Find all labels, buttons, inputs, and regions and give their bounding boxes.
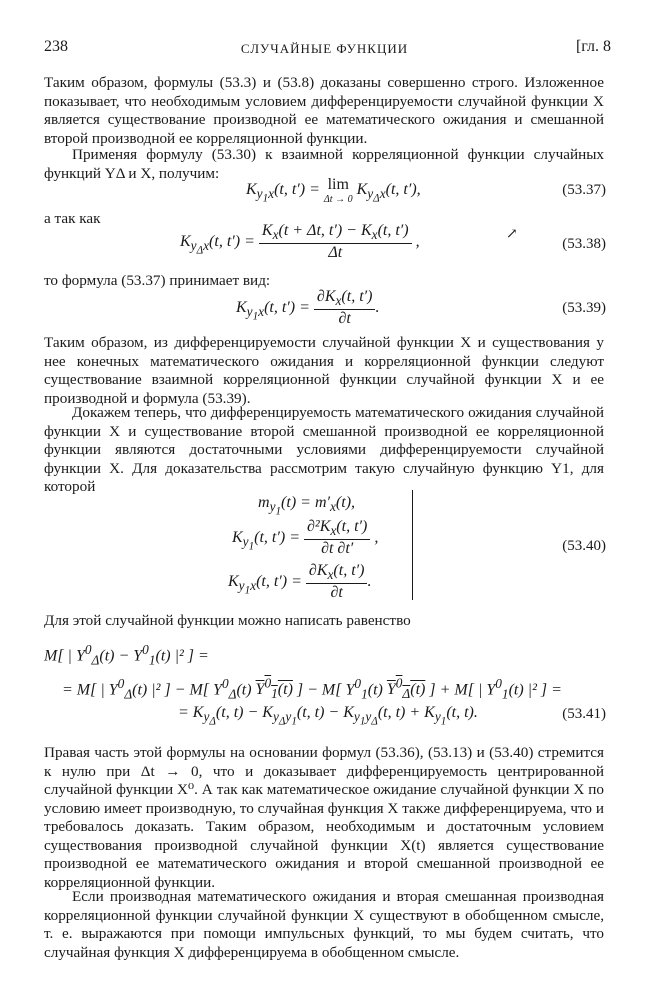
equation-53-40-line-3: $K_{y_1x}(t$, t′) = $\frac{\partial K_x(t, t')}{\partial t}$ .	[228, 562, 372, 602]
equation-53-41-line-1: M[ | $Y^0_\Delta(t) - Y^0_1(t)$ |² ] =	[44, 642, 209, 668]
paragraph-3: а так как	[44, 210, 101, 227]
stray-mark: ↗	[506, 227, 518, 242]
running-title: СЛУЧАЙНЫЕ ФУНКЦИИ	[240, 41, 409, 56]
right-brace	[412, 490, 427, 600]
paragraph-7: Для этой случайной функции можно написать равенство	[44, 612, 411, 629]
equation-53-41-line-3: = $K_{y_\Delta}(t$, $t) - K_{y_\Delta y_1}(t$, $t) - K_{y_1y_\Delta}(t$, $t) + K_{y_1}(t$, t).	[178, 704, 478, 728]
paragraph-2: Применяя формулу (53.30) к взаимной корреляционной функции случайных функций YΔ и X, получим:	[44, 146, 604, 182]
equation-number-53-38: (53.38)	[562, 236, 606, 252]
equation-number-53-40: (53.40)	[562, 538, 606, 554]
equation-number-53-39: (53.39)	[562, 300, 606, 316]
equation-53-40-line-2: $K_{y_1}(t$, t′) = $\frac{\partial^2K_x(t, t')}{\partial t \partial t'}$ ,	[232, 518, 379, 558]
paragraph-6: Докажем теперь, что дифференцируемость математического ожидания случайной функции X и существование второй смешанной производной ее корреляционной функции являются достаточными условиями дифференцируемости случайной функции X. Для доказательства рассмотрим такую случайную функцию Y1, для которой	[44, 404, 604, 495]
paragraph-8: Правая часть этой формулы на основании формул (53.36), (53.13) и (53.40) стремится к нулю при Δt → 0, что и доказывает дифференцируемость центрированной случайной функции X⁰. А так как математическое ожидание случайной функции X по условию имеет производную, то случайная функция X также дифференцируема, что и требовалось доказать. Таким образом, необходимым и достаточным условием существования производной случайной функции X(t) является существование производной ее математического ожидания и второй смешанной производной ее корреляционной функции.	[44, 744, 604, 891]
equation-53-39: $K_{y_1x}(t$, t′) = $\frac{\partial K_x(t, t')}{\partial t}$ .	[236, 288, 380, 328]
paragraph-5: Таким образом, из дифференцируемости случайной функции X и существования у нее конечных математического ожидания и корреляционной функции следуют существование взаимной корреляционной функции случайной функции X и ее производной и формула (53.39).	[44, 334, 604, 407]
page-number: 238	[44, 38, 68, 55]
equation-53-37: $K_{y_1x}(t$, t′) = lim Δt → 0 $K_{y_\Delta x}(t$, t′),	[246, 176, 421, 206]
equation-number-53-37: (53.37)	[562, 182, 606, 198]
paragraph-9: Если производная математического ожидания и вторая смешанная производная корреляционной функции случайной функции X существуют в обобщенном смысле, т. е. выражаются при помощи импульсных функций, то мы будем считать, что случайная функция X дифференцируема в обобщенном смысле.	[44, 888, 604, 961]
paragraph-1: Таким образом, формулы (53.3) и (53.8) доказаны совершенно строго. Изложенное показывает, что необходимым условием дифференцируемости случайной функции X является существование производной ее математического ожидания и смешанной второй производной ее корреляционной функции.	[44, 74, 604, 147]
equation-53-40-line-1: $m_{y_1}(t) = m'_x(t)$,	[258, 494, 356, 518]
equation-number-53-41: (53.41)	[562, 706, 606, 722]
paragraph-4: то формула (53.37) принимает вид:	[44, 272, 271, 289]
equation-53-38: $K_{y_\Delta x}(t$, t′) = $\frac{K_x(t + \Delta t, t') - K_x(t, t')}{\Delta t}$ ,	[180, 222, 420, 262]
equation-53-41-line-2: = M[ | $Y^0_\Delta(t)$ |² ] − M[ $Y^0_\Delta(t)$ $Y^0_1(t)$ ] − M[ $Y^0_1(t)$ $Y^0_\Delta(t)$ ] + M[ | $Y^0_1(t)$ |² ] =	[62, 676, 562, 702]
chapter-marker: [гл. 8	[575, 38, 611, 55]
